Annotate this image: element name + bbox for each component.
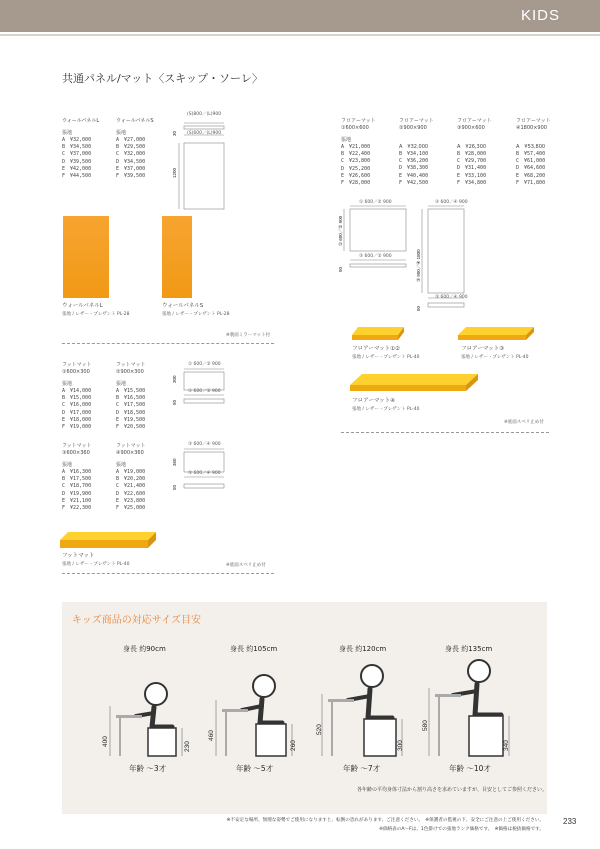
foot-dim-a-h: 50 xyxy=(172,399,177,405)
price-C: C ¥17,500 xyxy=(116,402,146,409)
foot-dim-a-depth: 300 xyxy=(172,375,177,383)
price-F: F ¥44,500 xyxy=(62,173,92,180)
figure-3-seat-height: 300 xyxy=(397,740,404,751)
floor-dim-depth: 50 xyxy=(338,266,343,272)
product-name: ウォールパネルS xyxy=(116,118,154,124)
product-name: フットマット xyxy=(62,443,92,449)
price-C: C ¥21,400 xyxy=(116,483,146,490)
section-title: 共通パネル/マット〈スキップ・ソーレ〉 xyxy=(62,72,263,85)
figure-2-seat-height: 260 xyxy=(290,740,297,751)
floor-mat-3-image xyxy=(456,326,536,342)
price-F: F ¥20,500 xyxy=(116,424,146,431)
price-A: A ¥21,000 xyxy=(341,144,371,150)
figure-1-age: 年齢 ～3才 xyxy=(129,764,167,773)
caption-name: ウォールパネルS xyxy=(162,303,204,309)
caption-material: 張地 / レザー・プレザント PL-40 xyxy=(352,407,420,412)
foot-dim-b-top: ③ 600／④ 900 xyxy=(188,442,221,447)
dim-height: 1200 xyxy=(172,167,177,178)
category-label: KIDS xyxy=(520,7,560,24)
header-divider xyxy=(0,34,600,36)
figure-4-age: 年齢 ～10才 xyxy=(449,764,491,773)
floor-mat-4-image xyxy=(348,373,480,395)
caption-material: 張地 / レザー・プレザント PL-28 xyxy=(162,312,230,317)
price-F: F ¥71,800 xyxy=(516,179,546,186)
price-A: A ¥53,800 xyxy=(516,144,546,150)
caption-name: フロアーマット③ xyxy=(461,346,505,352)
foot-dim-b-depth: 360 xyxy=(172,458,177,466)
floor-mat-note: ※底面スベリ止め付 xyxy=(504,420,544,425)
foot-mat-1-spec xyxy=(62,362,91,431)
foot-mat-note: ※底面スベリ止め付 xyxy=(226,563,266,568)
price-C: C ¥36,200 xyxy=(399,158,429,165)
price-D: D ¥18,500 xyxy=(116,409,146,416)
price-F: F ¥19,000 xyxy=(62,424,92,431)
price-C: C ¥61,000 xyxy=(516,158,546,165)
product-size: ③900×600 xyxy=(457,125,485,131)
product-name: フロアーマット xyxy=(341,118,376,124)
fabric-label: 張地 xyxy=(116,130,127,136)
product-size: ③600×360 xyxy=(62,450,90,456)
figure-4-height: 身長 約135cm xyxy=(445,645,493,653)
price-E: E ¥40,400 xyxy=(399,172,429,179)
figure-4-desk-height: 580 xyxy=(422,720,429,731)
caption-material: 張地 / レザー・プレザント PL-28 xyxy=(62,312,130,317)
price-D: D ¥38,300 xyxy=(399,165,429,172)
caption-material: 張地 / レザー・プレザント PL-40 xyxy=(461,355,529,360)
foot-dim-a-bottom: ① 600／② 900 xyxy=(188,389,221,394)
caption-material: 張地 / レザー・プレザント PL-40 xyxy=(62,562,130,567)
price-A: A ¥26,300 xyxy=(457,144,487,150)
price-D: D ¥22,600 xyxy=(116,490,146,497)
caption-material: 張地 / レザー・プレザント PL-40 xyxy=(352,355,420,360)
figure-1-desk-height: 400 xyxy=(102,736,109,747)
fabric-label: 張地 xyxy=(62,381,73,387)
floor-mat-4-caption xyxy=(352,398,420,413)
floor-dim-b-top: ③ 600／④ 900 xyxy=(435,200,468,205)
size-guide-note: 各年齢の平均身体寸法から割り高さを求めていますが、目安としてご参照ください。 xyxy=(356,787,547,793)
product-size: ④900×360 xyxy=(116,450,144,456)
price-D: D ¥25,200 xyxy=(341,165,371,172)
wall-panel-s-spec xyxy=(116,118,154,180)
wall-panel-note: ※裏面ミラーマット付 xyxy=(226,333,271,338)
divider xyxy=(341,432,549,433)
price-F: F ¥39,500 xyxy=(116,173,146,180)
product-name: フットマット xyxy=(116,443,146,449)
product-size: ①600×300 xyxy=(62,369,90,375)
price-F: F ¥42,500 xyxy=(399,179,429,186)
price-F: F ¥25,000 xyxy=(116,505,146,512)
wall-panel-s-image xyxy=(162,216,192,298)
price-A: A ¥15,500 xyxy=(116,388,146,394)
price-F: F ¥34,800 xyxy=(457,179,487,186)
foot-dim-a-top: ① 600／② 900 xyxy=(188,362,221,367)
foot-mat-image xyxy=(60,530,160,552)
price-E: E ¥19,500 xyxy=(116,416,146,423)
price-B: B ¥17,500 xyxy=(62,476,92,483)
divider xyxy=(62,343,274,344)
product-size: ②900×900 xyxy=(399,125,427,131)
caption-name: フロアーマット④ xyxy=(352,398,396,404)
caption-name: フロアーマット①② xyxy=(352,346,400,352)
divider xyxy=(62,573,274,574)
size-guide-title: キッズ商品の対応サイズ目安 xyxy=(72,615,201,626)
price-B: B ¥34,500 xyxy=(62,144,92,151)
price-D: D ¥17,000 xyxy=(62,409,92,416)
price-E: E ¥68,200 xyxy=(516,172,546,179)
price-E: E ¥23,800 xyxy=(116,497,146,504)
price-E: E ¥33,100 xyxy=(457,172,487,179)
floor-mat-3-caption xyxy=(461,346,529,361)
fabric-label: 張地 xyxy=(116,381,127,387)
price-D: D ¥39,500 xyxy=(62,158,92,165)
price-C: C ¥32,000 xyxy=(116,151,146,158)
price-B: B ¥34,100 xyxy=(399,151,429,157)
product-name: フットマット xyxy=(62,362,92,368)
fabric-label: 張地 xyxy=(62,462,73,468)
price-D: D ¥34,500 xyxy=(116,158,146,165)
foot-mat-4-spec xyxy=(116,443,145,512)
price-B: B ¥20,200 xyxy=(116,476,146,483)
floor-mat-12-caption xyxy=(352,346,420,361)
caption-name: フットマット xyxy=(62,553,95,559)
product-name: フロアーマット xyxy=(399,118,434,124)
price-D: D ¥31,400 xyxy=(457,165,487,172)
floor-mat-12-image xyxy=(350,326,406,342)
price-F: F ¥22,300 xyxy=(62,505,92,512)
foot-mat-caption xyxy=(62,553,130,568)
price-D: D ¥19,900 xyxy=(62,490,92,497)
price-A: A ¥32,000 xyxy=(62,137,92,143)
fabric-label: 張地 xyxy=(116,462,127,468)
product-size: ②900×300 xyxy=(116,369,144,375)
price-E: E ¥21,100 xyxy=(62,497,92,504)
floor-mat-1-spec xyxy=(341,118,376,187)
foot-dim-b-bottom: ③ 600／④ 900 xyxy=(188,471,221,476)
price-C: C ¥18,700 xyxy=(62,483,92,490)
price-B: B ¥22,400 xyxy=(341,151,371,158)
floor-dim-b-side: ③ 900／④ 1800 xyxy=(416,249,421,282)
foot-mat-3-spec xyxy=(62,443,91,512)
wall-panel-l-image xyxy=(63,216,109,298)
price-A: A ¥16,300 xyxy=(62,469,92,475)
price-D: D ¥64,600 xyxy=(516,165,546,172)
header-bar xyxy=(0,0,600,32)
dim-depth: 30 xyxy=(172,130,177,136)
fabric-label: 張地 xyxy=(341,137,352,143)
floor-mat-4-spec xyxy=(516,118,551,187)
wall-panel-s-caption xyxy=(162,303,230,318)
price-B: B ¥28,000 xyxy=(457,151,487,157)
price-A: A ¥27,000 xyxy=(116,137,146,143)
product-name: フットマット xyxy=(116,362,146,368)
dim-top1: (S)800／(L)900 xyxy=(187,112,222,117)
figure-3-age: 年齢 ～7才 xyxy=(343,764,381,773)
footer-note-2: ※価格表のA～Fは、1色掛けでの張地ランク価格です。 ※価格は税抜価格です。 xyxy=(379,827,544,832)
wall-panel-l-caption xyxy=(62,303,130,318)
price-B: B ¥29,500 xyxy=(116,144,146,151)
figure-2-height: 身長 約105cm xyxy=(230,645,278,653)
product-size: ①600×600 xyxy=(341,125,369,131)
price-A: A ¥14,000 xyxy=(62,388,92,394)
caption-name: ウォールパネルL xyxy=(62,303,103,309)
floor-dim-b-bottom: ③ 600／④ 900 xyxy=(435,295,468,300)
figure-2-desk-height: 460 xyxy=(208,730,215,741)
figure-2-age: 年齢 ～5才 xyxy=(236,764,274,773)
dim-top2: (S)600／(L)900 xyxy=(187,131,222,136)
fabric-label: 張地 xyxy=(62,130,73,136)
price-E: E ¥26,600 xyxy=(341,172,371,179)
price-A: A ¥32,000 xyxy=(399,144,429,150)
floor-dim-b-depth: 50 xyxy=(416,305,421,311)
price-B: B ¥15,000 xyxy=(62,395,92,402)
floor-mat-2-spec xyxy=(399,118,434,187)
floor-dim-a-side: ① 600／② 900 xyxy=(338,215,343,246)
wall-panel-dimension-diagram xyxy=(172,112,232,212)
product-name: フロアーマット xyxy=(457,118,492,124)
price-A: A ¥19,000 xyxy=(116,469,146,475)
price-E: E ¥42,000 xyxy=(62,165,92,172)
figure-3-desk-height: 520 xyxy=(316,724,323,735)
figure-3-height: 身長 約120cm xyxy=(339,645,387,653)
price-B: B ¥57,400 xyxy=(516,151,546,157)
price-E: E ¥18,000 xyxy=(62,416,92,423)
price-C: C ¥16,000 xyxy=(62,402,92,409)
foot-dim-b-h: 50 xyxy=(172,484,177,490)
price-C: C ¥29,700 xyxy=(457,158,487,165)
product-name: ウォールパネルL xyxy=(62,118,100,124)
wall-panel-l-spec xyxy=(62,118,99,180)
page-number: 233 xyxy=(563,817,577,826)
price-E: E ¥37,000 xyxy=(116,165,146,172)
price-F: F ¥28,000 xyxy=(341,180,371,187)
figure-4-seat-height: 340 xyxy=(503,740,510,751)
floor-dim-a-top: ① 600／② 900 xyxy=(359,200,392,205)
product-name: フロアーマット xyxy=(516,118,551,124)
foot-mat-2-spec xyxy=(116,362,145,431)
price-C: C ¥37,000 xyxy=(62,151,92,158)
figure-1-height: 身長 約90cm xyxy=(123,645,166,653)
price-C: C ¥23,800 xyxy=(341,158,371,165)
floor-dim-a-bottom: ③ 600／② 900 xyxy=(359,254,392,259)
price-B: B ¥16,500 xyxy=(116,395,146,402)
footer-note-1: ※不安定な場所、無理な姿勢でご使用になりますと、転倒の恐れがあります。ご注意ください。 ※保護者の監視の下、安全にご注意の上ご使用ください。 xyxy=(226,818,544,823)
figure-1-seat-height: 230 xyxy=(184,741,191,752)
product-size: ④1800×900 xyxy=(516,125,547,131)
floor-mat-3-spec xyxy=(457,118,492,187)
